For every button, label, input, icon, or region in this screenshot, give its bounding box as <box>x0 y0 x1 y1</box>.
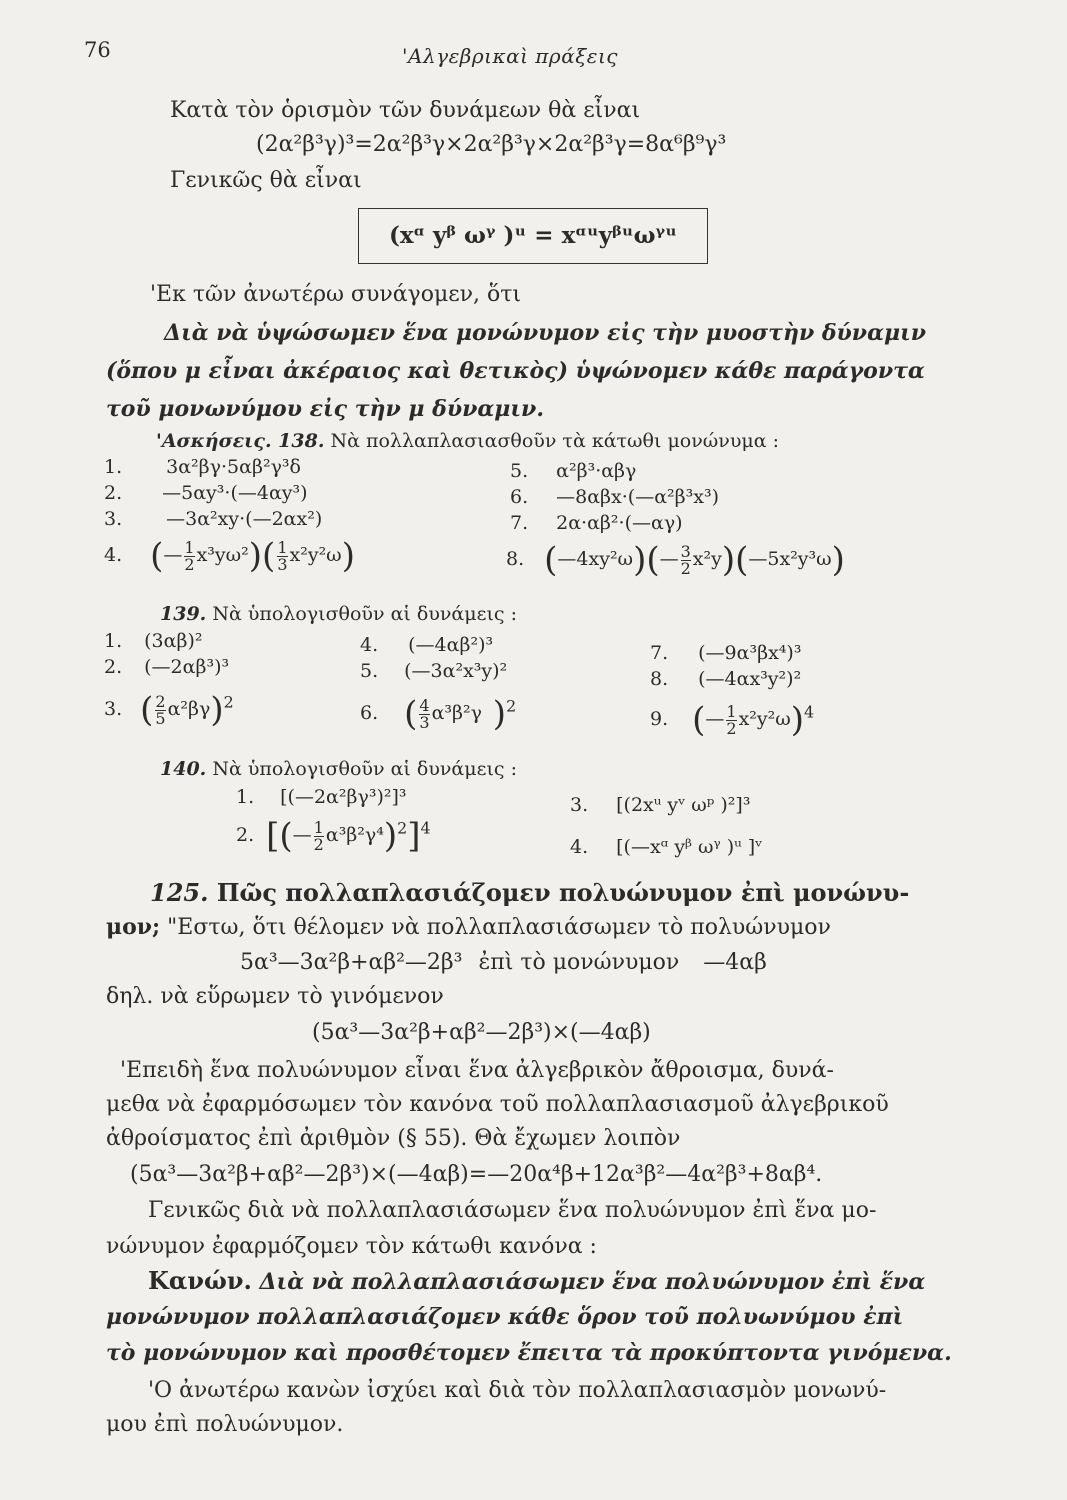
ex139-item-2: 2. (—2αβ³)³ <box>104 656 230 678</box>
ex139-item-4: 4. (—4αβ²)³ <box>360 634 494 656</box>
ex138-item-6: 6. —8αβx·(—α²β³x³) <box>510 486 720 508</box>
rule-line-3: τὸ μονώνυμον καὶ προσθέτομεν ἔπειτα τὰ προκύπτοντα γινόμενα. <box>106 1340 952 1366</box>
ex138-item-3: 3. —3α²xy·(—2αx²) <box>104 508 323 530</box>
ex138-item-7: 7. 2α·αβ²·(—αγ) <box>510 512 683 534</box>
power-formula-box: (xᵅ yᵝ ωᵞ )ᵘ = xᵅᵘyᵝᵘωᵞᵘ <box>358 208 708 264</box>
sec125-line-8: (5α³—3α²β+αβ²—2β³)×(—4αβ)=—20α⁴β+12α³β²—4α²β³+8αβ⁴. <box>130 1162 823 1187</box>
intro-line-1: Κατὰ τὸν ὁρισμὸν τῶν δυνάμεων θὰ εἶναι <box>170 98 641 123</box>
ex138-item-4: 4. (— $\frac{1}{2}$ x³yω²)( $\frac{1}{3}$ x²y²ω) <box>104 536 355 576</box>
sec125-line-3: δηλ. νὰ εὕρωμεν τὸ γινόμενον <box>106 984 444 1009</box>
sec125-line-5: 'Επειδὴ ἕνα πολυώνυμον εἶναι ἕνα ἀλγεβρικὸν ἄθροισμα, δυνά- <box>120 1058 834 1083</box>
rule-line-2: μονώνυμον πολλαπλασιάζομεν κάθε ὅρον τοῦ πολυωνύμου ἐπὶ <box>106 1304 904 1330</box>
ex138-instruction: Νὰ πολλαπλασιασθοῦν τὰ κάτωθι μονώνυμα : <box>330 430 780 452</box>
sec125-line-10: νώνυμον ἐφαρμόζομεν τὸν κάτωθι κανόνα : <box>106 1234 597 1259</box>
page-number: 76 <box>84 38 111 62</box>
sec125-line-2: 5α³—3α²β+αβ²—2β³ ἐπὶ τὸ μονώνυμον —4αβ <box>240 950 767 975</box>
rule1-line-4: τοῦ μονωνύμου εἰς τὴν μ δύναμιν. <box>106 396 544 422</box>
ex139-instruction: Νὰ ὑπολογισθοῦν αἱ δυνάμεις : <box>212 603 517 625</box>
ex138-item-2: 2. —5αy³·(—4αy³) <box>104 482 308 504</box>
sec125-title: Πῶς πολλαπλασιάζομεν πολυώνυμον ἐπὶ μονώνυ- <box>216 878 910 907</box>
intro-formula: (2α²β³γ)³=2α²β³γ×2α²β³γ×2α²β³γ=8α⁶β⁹γ³ <box>256 132 727 157</box>
running-title: 'Αλγεβρικαὶ πράξεις <box>402 44 618 68</box>
ex139-title <box>160 603 517 625</box>
intro-line-3: Γενικῶς θὰ εἶναι <box>170 168 362 193</box>
ex139-item-6: 6. ( $\frac{4}{3}$ α³β²γ )$^2$ <box>360 694 517 734</box>
ex139-item-1: 1. (3αβ)² <box>104 630 203 652</box>
ex139-item-8: 8. (—4αx³y²)² <box>650 668 802 690</box>
sec125-line-7: ἀθροίσματος ἐπὶ ἀριθμὸν (§ 55). Θὰ ἔχωμεν λοιπὸν <box>106 1126 681 1151</box>
ex140-item-4: 4. [(—xᵅ yᵝ ωᵞ )ᵘ ]ᵛ <box>570 836 763 858</box>
ex139-item-7: 7. (—9α³βx⁴)³ <box>650 642 802 664</box>
sec125-heading <box>150 878 909 907</box>
sec125-line-9: Γενικῶς διὰ νὰ πολλαπλασιάσωμεν ἕνα πολυώνυμον ἐπὶ ἕνα μο- <box>148 1198 877 1223</box>
sec125-line-12: μου ἐπὶ πολυώνυμον. <box>106 1412 344 1437</box>
ex139-item-9: 9. (— $\frac{1}{2}$ x²y²ω)$^4$ <box>650 700 815 740</box>
ex140-title <box>160 758 517 780</box>
ex138-item-1: 1. 3α²βγ·5αβ²γ³δ <box>104 456 301 478</box>
rule-line-1: Κανών. Διὰ νὰ πολλαπλασιάσωμεν ἕνα πολυώνυμον ἐπὶ ἕνα <box>148 1266 926 1295</box>
ex138-label: 'Ασκήσεις. 138. <box>156 430 325 452</box>
ex138-item-8: 8. (—4xy²ω)(— $\frac{3}{2}$ x²y)(—5x²y³ω) <box>506 540 845 580</box>
ex140-label: 140. <box>160 758 207 780</box>
ex140-item-3: 3. [(2xᵘ yᵛ ωᵖ )²]³ <box>570 794 751 816</box>
ex140-item-1: 1. [(—2α²βγ³)²]³ <box>236 786 407 808</box>
ex140-instruction: Νὰ ὑπολογισθοῦν αἱ δυνάμεις : <box>212 758 517 780</box>
sec125-line-4: (5α³—3α²β+αβ²—2β³)×(—4αβ) <box>312 1020 651 1045</box>
ex139-item-5: 5. (—3α²x³y)² <box>360 660 508 682</box>
sec125-line-1: μον; "Εστω, ὅτι θέλομεν νὰ πολλαπλασιάσωμεν τὸ πολυώνυμον <box>106 914 831 940</box>
ex138-title <box>156 430 779 452</box>
ex140-item-2: 2. [(— $\frac{1}{2}$ α³β²γ⁴)$^2$]$^4$ <box>236 816 431 856</box>
sec125-line-11: 'Ο ἀνωτέρω κανὼν ἰσχύει καὶ διὰ τὸν πολλαπλασιασμὸν μονωνύ- <box>148 1378 887 1403</box>
sec125-number: 125. <box>150 878 209 907</box>
rule1-line-1: 'Εκ τῶν ἀνωτέρω συνάγομεν, ὅτι <box>150 282 522 307</box>
rule1-line-2: Διὰ νὰ ὑψώσωμεν ἕνα μονώνυμον εἰς τὴν μυοστὴν δύναμιν <box>164 320 927 346</box>
ex138-item-5: 5. α²β³·αβγ <box>510 460 637 482</box>
ex139-label: 139. <box>160 603 207 625</box>
ex139-item-3: 3. ( $\frac{2}{5}$ α²βγ)$^2$ <box>104 690 234 730</box>
sec125-title-end: μον; <box>106 914 161 940</box>
sec125-line-6: μεθα νὰ ἐφαρμόσωμεν τὸν κανόνα τοῦ πολλαπλασιασμοῦ ἀλγεβρικοῦ <box>106 1092 889 1117</box>
rule1-line-3: (ὅπου μ εἶναι ἀκέραιος καὶ θετικὸς) ὑψώνομεν κάθε παράγοντα <box>106 358 925 384</box>
rule-heading: Κανών. <box>148 1266 252 1295</box>
